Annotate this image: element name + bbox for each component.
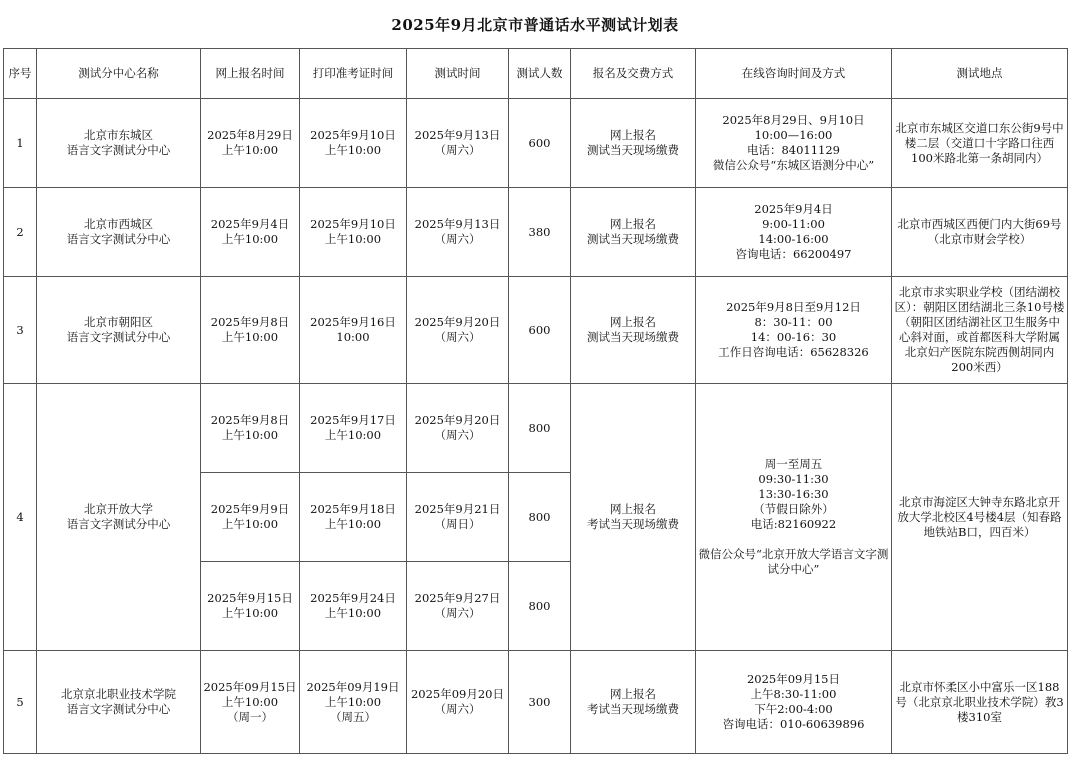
cell-test-count: 800 — [509, 562, 571, 651]
header-print-time: 打印准考证时间 — [300, 49, 407, 99]
header-no: 序号 — [4, 49, 37, 99]
cell-location: 北京市怀柔区小中富乐一区188号（北京京北职业技术学院）教3楼310室 — [892, 651, 1068, 754]
cell-payment: 网上报名 测试当天现场缴费 — [571, 277, 696, 384]
header-signup-time: 网上报名时间 — [201, 49, 300, 99]
cell-consult: 2025年09月15日 上午8:30-11:00 下午2:00-4:00 咨询电话：010-60639896 — [696, 651, 892, 754]
cell-print-time: 2025年9月18日 上午10:00 — [300, 473, 407, 562]
cell-no: 4 — [4, 384, 37, 651]
cell-consult: 2025年8月29日、9月10日 10:00—16:00 电话：84011129 微信公众号“东城区语测分中心” — [696, 99, 892, 188]
cell-signup-time: 2025年9月9日 上午10:00 — [201, 473, 300, 562]
cell-signup-time: 2025年9月15日 上午10:00 — [201, 562, 300, 651]
cell-payment: 网上报名 考试当天现场缴费 — [571, 651, 696, 754]
table-row — [4, 384, 1068, 473]
header-row — [4, 49, 1068, 99]
cell-center: 北京市朝阳区 语言文字测试分中心 — [37, 277, 201, 384]
header-consult: 在线咨询时间及方式 — [696, 49, 892, 99]
cell-test-time: 2025年9月27日 （周六） — [407, 562, 509, 651]
table-row — [4, 651, 1068, 754]
cell-no: 3 — [4, 277, 37, 384]
header-center: 测试分中心名称 — [37, 49, 201, 99]
cell-center: 北京市西城区 语言文字测试分中心 — [37, 188, 201, 277]
cell-print-time: 2025年9月24日 上午10:00 — [300, 562, 407, 651]
cell-signup-time: 2025年9月8日 上午10:00 — [201, 384, 300, 473]
cell-signup-time: 2025年8月29日 上午10:00 — [201, 99, 300, 188]
cell-payment: 网上报名 考试当天现场缴费 — [571, 384, 696, 651]
cell-no: 1 — [4, 99, 37, 188]
cell-test-time: 2025年09月20日 （周六） — [407, 651, 509, 754]
header-location: 测试地点 — [892, 49, 1068, 99]
cell-test-count: 380 — [509, 188, 571, 277]
cell-test-count: 600 — [509, 277, 571, 384]
table-row — [4, 188, 1068, 277]
cell-center: 北京京北职业技术学院 语言文字测试分中心 — [37, 651, 201, 754]
header-test-count: 测试人数 — [509, 49, 571, 99]
cell-print-time: 2025年9月17日 上午10:00 — [300, 384, 407, 473]
table-row — [4, 277, 1068, 384]
cell-consult: 2025年9月8日至9月12日 8：30-11：00 14：00-16：30 工作日咨询电话：65628326 — [696, 277, 892, 384]
cell-test-time: 2025年9月20日 （周六） — [407, 384, 509, 473]
cell-test-time: 2025年9月21日 （周日） — [407, 473, 509, 562]
cell-test-time: 2025年9月13日 （周六） — [407, 99, 509, 188]
cell-test-time: 2025年9月20日 （周六） — [407, 277, 509, 384]
schedule-table — [3, 48, 1068, 754]
page-title: 2025年9月北京市普通话水平测试计划表 — [3, 0, 1067, 49]
cell-location: 北京市东城区交道口东公街9号中楼二层（交道口十字路口往西100米路北第一条胡同内） — [892, 99, 1068, 188]
table-row — [4, 99, 1068, 188]
cell-print-time: 2025年9月10日 上午10:00 — [300, 99, 407, 188]
cell-location: 北京市海淀区大钟寺东路北京开放大学北校区4号楼4层（知春路地铁站B口，四百米） — [892, 384, 1068, 651]
cell-test-time: 2025年9月13日 （周六） — [407, 188, 509, 277]
cell-print-time: 2025年9月16日 10:00 — [300, 277, 407, 384]
cell-test-count: 800 — [509, 384, 571, 473]
cell-print-time: 2025年9月10日 上午10:00 — [300, 188, 407, 277]
header-test-time: 测试时间 — [407, 49, 509, 99]
cell-signup-time: 2025年9月4日 上午10:00 — [201, 188, 300, 277]
cell-payment: 网上报名 测试当天现场缴费 — [571, 99, 696, 188]
cell-test-count: 300 — [509, 651, 571, 754]
header-payment: 报名及交费方式 — [571, 49, 696, 99]
cell-location: 北京市西城区西便门内大街69号（北京市财会学校） — [892, 188, 1068, 277]
cell-consult: 2025年9月4日 9:00-11:00 14:00-16:00 咨询电话：66200497 — [696, 188, 892, 277]
cell-signup-time: 2025年09月15日 上午10:00 （周一） — [201, 651, 300, 754]
cell-location: 北京市求实职业学校（团结湖校区）：朝阳区团结湖北三条10号楼（朝阳区团结湖社区卫生服务中心斜对面，或首都医科大学附属北京妇产医院东院西侧胡同内200米西） — [892, 277, 1068, 384]
cell-print-time: 2025年09月19日 上午10:00 （周五） — [300, 651, 407, 754]
cell-test-count: 800 — [509, 473, 571, 562]
cell-center: 北京市东城区 语言文字测试分中心 — [37, 99, 201, 188]
cell-no: 5 — [4, 651, 37, 754]
cell-test-count: 600 — [509, 99, 571, 188]
cell-no: 2 — [4, 188, 37, 277]
cell-signup-time: 2025年9月8日 上午10:00 — [201, 277, 300, 384]
cell-center: 北京开放大学 语言文字测试分中心 — [37, 384, 201, 651]
cell-payment: 网上报名 测试当天现场缴费 — [571, 188, 696, 277]
cell-consult: 周一至周五 09:30-11:30 13:30-16:30 （节假日除外） 电话:82160922 微信公众号“北京开放大学语言文字测试分中心” — [696, 384, 892, 651]
